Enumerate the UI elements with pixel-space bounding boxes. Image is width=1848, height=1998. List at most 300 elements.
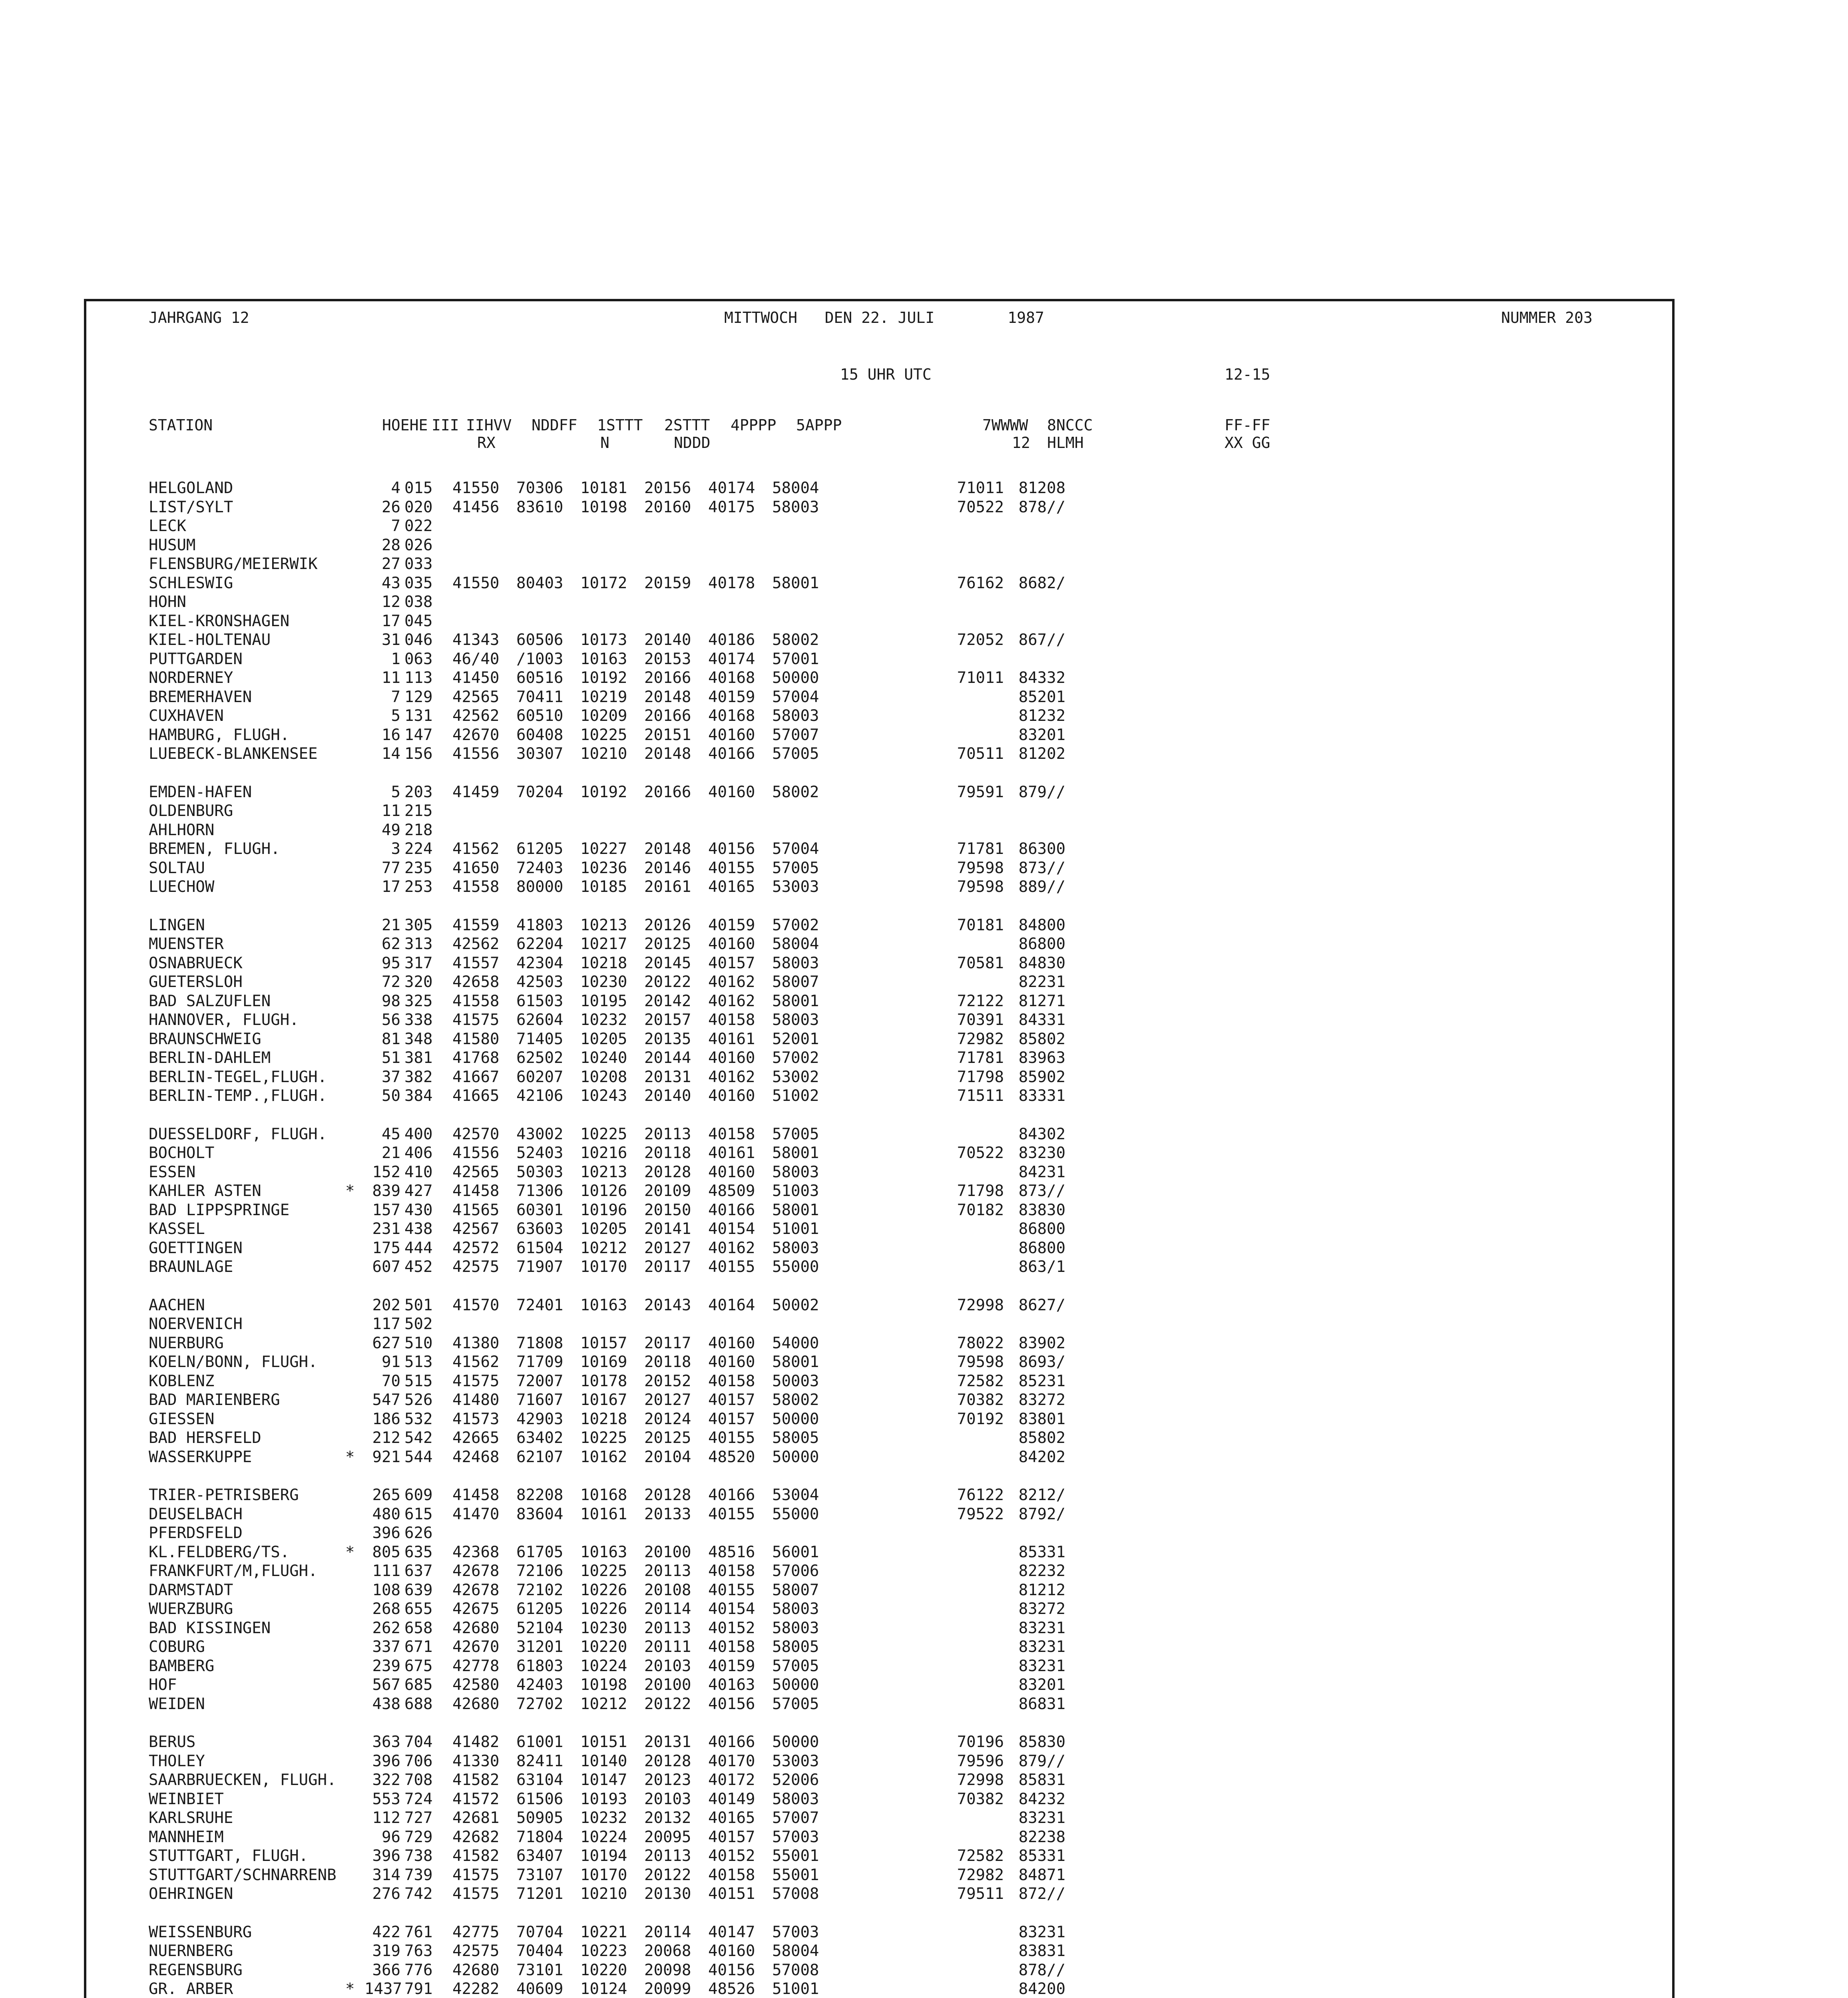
station-index: 658 (404, 1619, 433, 1637)
dewpoint-value: 20124 (644, 1410, 691, 1428)
cloud-code: 867// (1018, 631, 1065, 649)
nddff-value: 71405 (516, 1030, 564, 1048)
station-height: 98 (382, 992, 400, 1010)
station-row (149, 1562, 1587, 1581)
station-index: 776 (404, 1961, 433, 1979)
station-index: 739 (404, 1866, 433, 1884)
cloud-code: 83801 (1018, 1410, 1065, 1428)
iihvv-value: 42680 (452, 1961, 500, 1979)
station-height: 1437 (364, 1980, 402, 1998)
station-name: AHLHORN (149, 821, 215, 839)
iihvv-value: 41562 (452, 1353, 500, 1371)
station-row (149, 1980, 1587, 1998)
temperature-value: 10147 (580, 1771, 627, 1789)
temperature-value: 10210 (580, 1885, 627, 1903)
temperature-value: 10212 (580, 1239, 627, 1257)
weather-report-table (149, 416, 1587, 1998)
station-height: 43 (382, 574, 400, 592)
station-row (149, 916, 1587, 935)
iihvv-value: 42680 (452, 1695, 500, 1713)
station-name: KOBLENZ (149, 1372, 215, 1390)
station-index: 382 (404, 1068, 433, 1086)
tendency-value: 55001 (772, 1847, 819, 1865)
tendency-value: 58004 (772, 1942, 819, 1960)
tendency-value: 53003 (772, 1752, 819, 1770)
dewpoint-value: 20113 (644, 1847, 691, 1865)
temperature-value: 10236 (580, 859, 627, 877)
dewpoint-value: 20152 (644, 1372, 691, 1390)
iihvv-value: 41562 (452, 840, 500, 858)
temperature-value: 10220 (580, 1961, 627, 1979)
station-row (149, 1505, 1587, 1524)
dewpoint-value: 20117 (644, 1334, 691, 1352)
station-height: 239 (372, 1657, 400, 1675)
nddff-value: 71808 (516, 1334, 564, 1352)
station-row (149, 1847, 1587, 1866)
pressure-value: 40158 (708, 1562, 755, 1580)
station-row (149, 574, 1587, 593)
station-name: WASSERKUPPE (149, 1448, 252, 1466)
station-row (149, 1220, 1587, 1239)
iihvv-value: 41582 (452, 1847, 500, 1865)
station-name: BOCHOLT (149, 1144, 215, 1162)
cloud-code: 83272 (1018, 1391, 1065, 1409)
nddff-value: 61205 (516, 840, 564, 858)
iihvv-value: 41558 (452, 992, 500, 1010)
station-index: 609 (404, 1486, 433, 1504)
station-height: 921 (372, 1448, 400, 1466)
iihvv-value: 41575 (452, 1885, 500, 1903)
station-row (149, 1486, 1587, 1505)
station-row (149, 1239, 1587, 1258)
iihvv-value: 42681 (452, 1809, 500, 1827)
station-name: WEISSENBURG (149, 1923, 252, 1941)
station-group (149, 1296, 1587, 1467)
station-index: 215 (404, 802, 433, 820)
nddff-value: 30307 (516, 745, 564, 763)
station-row (149, 859, 1587, 878)
station-height: 12 (382, 593, 400, 611)
dewpoint-value: 20161 (644, 878, 691, 896)
station-group (149, 1125, 1587, 1277)
temperature-value: 10225 (580, 1125, 627, 1143)
iihvv-value: 42282 (452, 1980, 500, 1998)
nddff-value: 83604 (516, 1505, 564, 1523)
station-row (149, 821, 1587, 840)
temperature-value: 10240 (580, 1049, 627, 1067)
tendency-value: 55001 (772, 1866, 819, 1884)
station-row (149, 1790, 1587, 1809)
nddff-value: 72106 (516, 1562, 564, 1580)
pressure-value: 40157 (708, 954, 755, 972)
station-row (149, 555, 1587, 574)
pressure-value: 40155 (708, 1429, 755, 1447)
pressure-value: 40165 (708, 1809, 755, 1827)
pressure-value: 40157 (708, 1828, 755, 1846)
dewpoint-value: 20103 (644, 1657, 691, 1675)
nddff-value: 63407 (516, 1847, 564, 1865)
pressure-value: 40178 (708, 574, 755, 592)
station-height: 31 (382, 631, 400, 649)
temperature-value: 10163 (580, 650, 627, 668)
station-height: 319 (372, 1942, 400, 1960)
pressure-value: 40164 (708, 1296, 755, 1314)
station-height: 480 (372, 1505, 400, 1523)
pressure-value: 40155 (708, 1258, 755, 1276)
weather-code: 70511 (957, 745, 1004, 763)
nddff-value: 63402 (516, 1429, 564, 1447)
dewpoint-value: 20153 (644, 650, 691, 668)
tendency-value: 57003 (772, 1828, 819, 1846)
iihvv-value: 41343 (452, 631, 500, 649)
iihvv-value: 42567 (452, 1220, 500, 1238)
station-row (149, 706, 1587, 726)
cloud-code: 84331 (1018, 1011, 1065, 1029)
station-name: FRANKFURT/M,FLUGH. (149, 1562, 318, 1580)
station-name: BAD LIPPSPRINGE (149, 1201, 290, 1219)
cloud-code: 84200 (1018, 1980, 1065, 1998)
nddff-value: 43002 (516, 1125, 564, 1143)
cloud-code: 81202 (1018, 745, 1065, 763)
dewpoint-value: 20113 (644, 1562, 691, 1580)
station-name: HELGOLAND (149, 479, 233, 497)
station-name: NUERBURG (149, 1334, 224, 1352)
tendency-value: 51002 (772, 1087, 819, 1105)
station-row (149, 1258, 1587, 1277)
station-name: HOHN (149, 593, 186, 611)
tendency-value: 50000 (772, 1676, 819, 1694)
temperature-value: 10172 (580, 574, 627, 592)
station-index: 320 (404, 973, 433, 991)
temperature-value: 10161 (580, 1505, 627, 1523)
tendency-value: 52006 (772, 1771, 819, 1789)
tendency-value: 58003 (772, 1790, 819, 1808)
station-row (149, 1353, 1587, 1372)
station-index: 046 (404, 631, 433, 649)
tendency-value: 57005 (772, 1125, 819, 1143)
temperature-value: 10192 (580, 783, 627, 801)
nddff-value: /1003 (516, 650, 564, 668)
tendency-value: 53004 (772, 1486, 819, 1504)
station-name: GR. ARBER (149, 1980, 233, 1998)
station-height: 262 (372, 1619, 400, 1637)
nddff-value: 60506 (516, 631, 564, 649)
station-row (149, 498, 1587, 517)
weather-code: 79598 (957, 878, 1004, 896)
col-1sttt: 1STTT (597, 416, 643, 434)
station-name: BERLIN-DAHLEM (149, 1049, 271, 1067)
station-name: ESSEN (149, 1163, 196, 1181)
weather-code: 79596 (957, 1752, 1004, 1770)
station-row (149, 688, 1587, 707)
station-row (149, 1182, 1587, 1201)
iihvv-value: 41450 (452, 669, 500, 687)
dewpoint-value: 20128 (644, 1163, 691, 1181)
nddff-value: 42903 (516, 1410, 564, 1428)
cloud-code: 84871 (1018, 1866, 1065, 1884)
station-group (149, 783, 1587, 897)
weather-code: 72582 (957, 1372, 1004, 1390)
nddff-value: 83610 (516, 498, 564, 516)
temperature-value: 10218 (580, 954, 627, 972)
dewpoint-value: 20156 (644, 479, 691, 497)
nddff-value: 63603 (516, 1220, 564, 1238)
nddff-value: 50303 (516, 1163, 564, 1181)
tendency-value: 57007 (772, 1809, 819, 1827)
tendency-value: 57006 (772, 1562, 819, 1580)
pressure-value: 40162 (708, 992, 755, 1010)
cloud-code: 8212/ (1018, 1486, 1065, 1504)
cloud-code: 84231 (1018, 1163, 1065, 1181)
iihvv-value: 41573 (452, 1410, 500, 1428)
dewpoint-value: 20117 (644, 1258, 691, 1276)
cloud-code: 879// (1018, 783, 1065, 801)
station-height: 28 (382, 536, 400, 554)
tendency-value: 53003 (772, 878, 819, 896)
station-index: 203 (404, 783, 433, 801)
cloud-code: 84202 (1018, 1448, 1065, 1466)
tendency-value: 58003 (772, 1600, 819, 1618)
weather-code: 79598 (957, 1353, 1004, 1371)
tendency-value: 55000 (772, 1505, 819, 1523)
station-name: SOLTAU (149, 859, 205, 877)
cloud-code: 83902 (1018, 1334, 1065, 1352)
station-row (149, 1448, 1587, 1467)
station-height: 62 (382, 935, 400, 953)
station-index: 381 (404, 1049, 433, 1067)
station-row (149, 878, 1587, 897)
temperature-value: 10163 (580, 1543, 627, 1561)
cloud-code: 83230 (1018, 1144, 1065, 1162)
weather-code: 79511 (957, 1885, 1004, 1903)
station-row (149, 1638, 1587, 1657)
station-height: 839 (372, 1182, 400, 1200)
iihvv-value: 46/40 (452, 650, 500, 668)
nddff-value: 71709 (516, 1353, 564, 1371)
cloud-code: 83231 (1018, 1619, 1065, 1637)
station-name: BERLIN-TEMP.,FLUGH. (149, 1087, 327, 1105)
station-name: KL.FELDBERG/TS. (149, 1543, 290, 1561)
station-group (149, 1923, 1587, 1998)
station-index: 235 (404, 859, 433, 877)
dewpoint-value: 20146 (644, 859, 691, 877)
dewpoint-value: 20100 (644, 1543, 691, 1561)
dewpoint-value: 20108 (644, 1581, 691, 1599)
station-row (149, 1087, 1587, 1106)
station-row (149, 1695, 1587, 1714)
dewpoint-value: 20068 (644, 1942, 691, 1960)
cloud-code: 8627/ (1018, 1296, 1065, 1314)
iihvv-value: 42680 (452, 1619, 500, 1637)
temperature-value: 10226 (580, 1581, 627, 1599)
tendency-value: 50002 (772, 1296, 819, 1314)
station-index: 626 (404, 1524, 433, 1542)
observation-time: 15 UHR UTC (840, 366, 932, 383)
station-index: 729 (404, 1828, 433, 1846)
station-index: 384 (404, 1087, 433, 1105)
tendency-value: 57004 (772, 688, 819, 706)
mountain-marker: * (345, 1182, 355, 1200)
mountain-marker: * (345, 1980, 355, 1998)
station-height: 3 (391, 840, 400, 858)
tendency-value: 57008 (772, 1885, 819, 1903)
iihvv-value: 42468 (452, 1448, 500, 1466)
nddff-value: 41803 (516, 916, 564, 934)
station-row (149, 593, 1587, 612)
tendency-value: 58001 (772, 574, 819, 592)
station-row (149, 1049, 1587, 1068)
station-height: 607 (372, 1258, 400, 1276)
station-row (149, 1543, 1587, 1562)
col-5appp: 5APPP (796, 416, 842, 434)
col-hoehe: HOEHE (382, 416, 428, 434)
cloud-code: 83963 (1018, 1049, 1065, 1067)
station-index: 218 (404, 821, 433, 839)
nddff-value: 60516 (516, 669, 564, 687)
pressure-value: 40156 (708, 1695, 755, 1713)
iihvv-value: 41575 (452, 1866, 500, 1884)
station-index: 033 (404, 555, 433, 573)
weather-code: 70522 (957, 1144, 1004, 1162)
dewpoint-value: 20095 (644, 1828, 691, 1846)
time-range: 12-15 (1225, 366, 1270, 383)
nddff-value: 60207 (516, 1068, 564, 1086)
pressure-value: 40170 (708, 1752, 755, 1770)
station-name: DUESSELDORF, FLUGH. (149, 1125, 327, 1143)
pressure-value: 40166 (708, 1201, 755, 1219)
station-height: 438 (372, 1695, 400, 1713)
nddff-value: 82411 (516, 1752, 564, 1770)
nddff-value: 62502 (516, 1049, 564, 1067)
pressure-value: 40166 (708, 1486, 755, 1504)
nddff-value: 70204 (516, 783, 564, 801)
station-index: 348 (404, 1030, 433, 1048)
dewpoint-value: 20166 (644, 669, 691, 687)
iihvv-value: 41667 (452, 1068, 500, 1086)
dewpoint-value: 20118 (644, 1144, 691, 1162)
station-index: 022 (404, 517, 433, 535)
nddff-value: 52104 (516, 1619, 564, 1637)
iihvv-value: 42572 (452, 1239, 500, 1257)
weather-code: 76162 (957, 574, 1004, 592)
station-index: 515 (404, 1372, 433, 1390)
pressure-value: 40159 (708, 1657, 755, 1675)
station-height: 547 (372, 1391, 400, 1409)
station-index: 532 (404, 1410, 433, 1428)
dewpoint-value: 20127 (644, 1239, 691, 1257)
station-index: 325 (404, 992, 433, 1010)
station-row (149, 1125, 1587, 1144)
cloud-code: 83231 (1018, 1657, 1065, 1675)
station-height: 396 (372, 1752, 400, 1770)
station-index: 671 (404, 1638, 433, 1656)
iihvv-value: 41480 (452, 1391, 500, 1409)
tendency-value: 58003 (772, 1619, 819, 1637)
pressure-value: 40165 (708, 878, 755, 896)
dewpoint-value: 20143 (644, 1296, 691, 1314)
station-height: 16 (382, 726, 400, 744)
station-name: SAARBRUECKEN, FLUGH. (149, 1771, 337, 1789)
station-index: 675 (404, 1657, 433, 1675)
station-index: 704 (404, 1733, 433, 1751)
iihvv-value: 42575 (452, 1258, 500, 1276)
dewpoint-value: 20141 (644, 1220, 691, 1238)
nddff-value: 73101 (516, 1961, 564, 1979)
station-name: MANNHEIM (149, 1828, 224, 1846)
nddff-value: 71306 (516, 1182, 564, 1200)
tendency-value: 58003 (772, 707, 819, 725)
tendency-value: 57002 (772, 916, 819, 934)
temperature-value: 10230 (580, 1619, 627, 1637)
station-index: 685 (404, 1676, 433, 1694)
col-iii: III (432, 416, 459, 434)
weather-code: 70382 (957, 1391, 1004, 1409)
station-row (149, 1201, 1587, 1220)
dewpoint-value: 20140 (644, 631, 691, 649)
cloud-code: 83231 (1018, 1638, 1065, 1656)
tendency-value: 57001 (772, 650, 819, 668)
station-name: HUSUM (149, 536, 196, 554)
station-name: WEIDEN (149, 1695, 205, 1713)
nddff-value: 42106 (516, 1087, 564, 1105)
pressure-value: 40162 (708, 973, 755, 991)
pressure-value: 40155 (708, 859, 755, 877)
nddff-value: 71907 (516, 1258, 564, 1276)
cloud-code: 8682/ (1018, 574, 1065, 592)
dewpoint-value: 20099 (644, 1980, 691, 1998)
pressure-value: 40155 (708, 1581, 755, 1599)
station-name: GIESSEN (149, 1410, 215, 1428)
pressure-value: 40162 (708, 1068, 755, 1086)
station-name: BAMBERG (149, 1657, 215, 1675)
cloud-code: 83231 (1018, 1809, 1065, 1827)
station-height: 202 (372, 1296, 400, 1314)
station-height: 14 (382, 745, 400, 763)
dewpoint-value: 20127 (644, 1391, 691, 1409)
station-index: 427 (404, 1182, 433, 1200)
weather-code: 79598 (957, 859, 1004, 877)
dewpoint-value: 20118 (644, 1353, 691, 1371)
station-name: LUEBECK-BLANKENSEE (149, 745, 318, 763)
tendency-value: 57005 (772, 859, 819, 877)
station-groups (149, 479, 1587, 1998)
station-index: 738 (404, 1847, 433, 1865)
iihvv-value: 41458 (452, 1182, 500, 1200)
iihvv-value: 41482 (452, 1733, 500, 1751)
cloud-code: 873// (1018, 1182, 1065, 1200)
nddff-value: 42503 (516, 973, 564, 991)
weather-code: 70196 (957, 1733, 1004, 1751)
weather-code: 70192 (957, 1410, 1004, 1428)
station-index: 129 (404, 688, 433, 706)
iihvv-value: 41580 (452, 1030, 500, 1048)
nddff-value: 82208 (516, 1486, 564, 1504)
nddff-value: 71201 (516, 1885, 564, 1903)
station-row (149, 669, 1587, 688)
temperature-value: 10225 (580, 726, 627, 744)
tendency-value: 56001 (772, 1543, 819, 1561)
col-7wwww: 7WWWW (982, 416, 1028, 434)
station-name: GOETTINGEN (149, 1239, 243, 1257)
station-name: DARMSTADT (149, 1581, 233, 1599)
station-name: STUTTGART, FLUGH. (149, 1847, 309, 1865)
dewpoint-value: 20130 (644, 1885, 691, 1903)
weather-code: 71511 (957, 1087, 1004, 1105)
col-station: STATION (149, 416, 213, 434)
station-index: 147 (404, 726, 433, 744)
tendency-value: 58002 (772, 631, 819, 649)
station-name: BRAUNSCHWEIG (149, 1030, 261, 1048)
